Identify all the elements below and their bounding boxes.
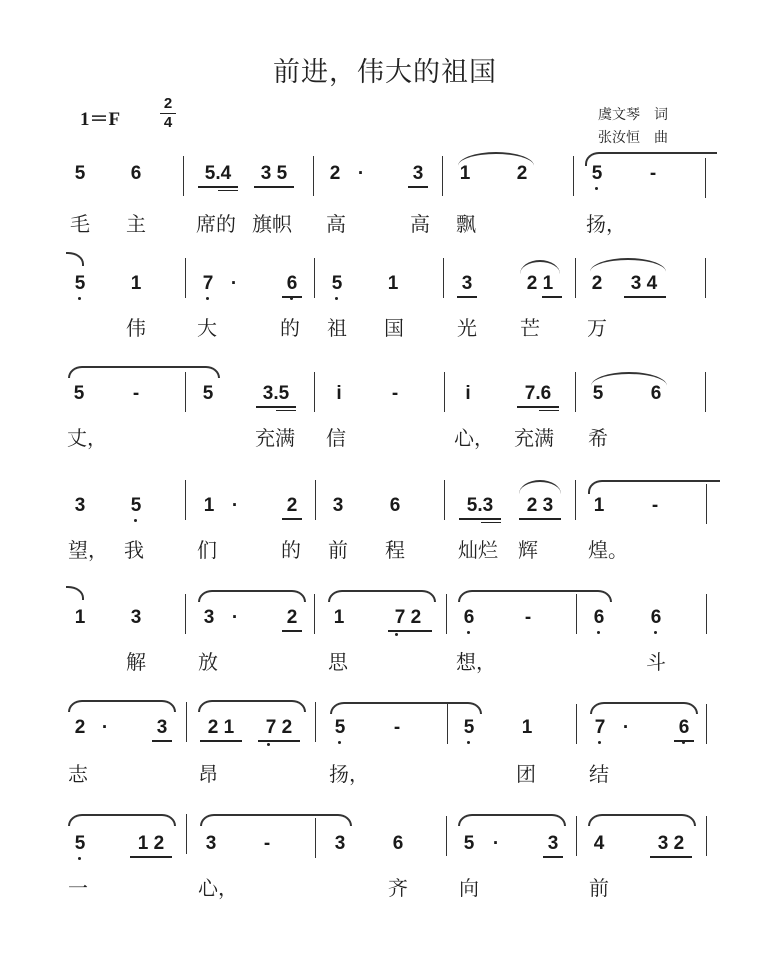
note: -: [649, 163, 657, 184]
lyric: 伟: [126, 316, 146, 340]
note: 7.6: [524, 383, 552, 404]
note: 3 2: [657, 833, 685, 854]
note: 6: [647, 608, 665, 628]
note: -: [393, 717, 401, 738]
tie: [200, 814, 352, 826]
lyric: 祖: [327, 316, 347, 340]
barline: [444, 480, 445, 520]
note: 5: [588, 164, 606, 184]
lyric: 丈，: [67, 426, 107, 450]
lyric: 高: [326, 212, 346, 236]
note: 7 2: [265, 717, 293, 738]
lyric: 毛: [70, 212, 90, 236]
lyric: 国: [384, 316, 404, 340]
underline: [256, 406, 296, 408]
barline: [314, 594, 315, 634]
underline: [674, 740, 694, 742]
note: i: [465, 383, 471, 404]
underline: [130, 856, 172, 858]
note: 5: [71, 274, 89, 294]
note: 5: [71, 834, 89, 854]
note: 3 5: [260, 163, 288, 184]
note: 1: [333, 607, 345, 628]
barline: [447, 704, 448, 744]
score-row-7: [0, 800, 770, 910]
lyric: 们: [197, 538, 217, 562]
barline: [442, 156, 443, 196]
underline: [388, 630, 432, 632]
note: 6: [460, 608, 478, 628]
underline: [459, 518, 501, 520]
note: 5: [127, 496, 145, 516]
lyric: 向: [459, 876, 479, 900]
note: ·: [231, 607, 239, 628]
note: 6: [650, 383, 662, 404]
note: 5: [463, 833, 475, 854]
underline: [258, 740, 300, 742]
slur: [519, 480, 561, 494]
lyric: 大: [197, 316, 217, 340]
slur: [328, 590, 436, 602]
underline: [198, 186, 238, 188]
note: 3: [203, 607, 215, 628]
lyric: 充满: [255, 426, 295, 450]
note: 6: [283, 274, 301, 294]
barline: [185, 372, 186, 412]
note: 1: [130, 273, 142, 294]
lyric: 放: [198, 650, 218, 674]
underline: [481, 522, 501, 523]
underline: [624, 296, 666, 298]
underline: [282, 630, 302, 632]
note: 2 1: [207, 717, 235, 738]
underline: [517, 406, 559, 408]
lyric: 万: [587, 316, 607, 340]
underline: [408, 186, 428, 188]
barline: [315, 480, 316, 520]
lyric: 思: [328, 650, 348, 674]
score-row-6: [0, 690, 770, 800]
note: 2: [516, 163, 528, 184]
underline: [276, 410, 296, 411]
note: -: [524, 607, 532, 628]
lyric: 席的: [196, 212, 236, 236]
barline: [313, 156, 314, 196]
tie: [330, 702, 482, 714]
key-signature: 1＝F: [80, 109, 121, 130]
barline: [706, 594, 707, 634]
underline: [218, 190, 238, 191]
lyric: 团: [516, 762, 536, 786]
note: 6: [389, 495, 401, 516]
lyric: 芒: [520, 316, 540, 340]
slur: [588, 814, 696, 826]
score-row-3: [0, 360, 770, 470]
note: 1: [387, 273, 399, 294]
lyricist-credit: [598, 104, 668, 124]
note: 6: [130, 163, 142, 184]
lyric: 程: [385, 538, 405, 562]
barline: [706, 704, 707, 744]
barline: [446, 594, 447, 634]
note: 5: [460, 718, 478, 738]
note: 3 4: [630, 273, 658, 294]
barline: [706, 816, 707, 856]
barline: [444, 372, 445, 412]
underline: [282, 518, 302, 520]
note: ·: [230, 273, 238, 294]
barline: [576, 594, 577, 634]
slur: [458, 814, 566, 826]
underline: [254, 186, 294, 188]
lyric: 解: [126, 650, 146, 674]
note: 5: [328, 274, 346, 294]
note: 2: [329, 163, 341, 184]
lyric: 心，: [454, 426, 494, 450]
note: 1 2: [137, 833, 165, 854]
underline: [282, 296, 302, 298]
note: 2 3: [526, 495, 554, 516]
note: 3: [156, 717, 168, 738]
barline: [575, 258, 576, 298]
note: 3.5: [262, 383, 290, 404]
lyricist-name: 虞文琴: [598, 107, 640, 123]
slur: [198, 590, 306, 602]
lyric: 的: [281, 538, 301, 562]
note: -: [263, 833, 271, 854]
note: ·: [622, 717, 630, 738]
note: 3: [74, 495, 86, 516]
note: 1: [593, 495, 605, 516]
slur: [198, 700, 306, 712]
note: 3: [332, 495, 344, 516]
lyric: 想，: [456, 650, 496, 674]
underline: [519, 518, 561, 520]
note: 2: [591, 273, 603, 294]
barline: [575, 372, 576, 412]
note: 6: [590, 608, 608, 628]
score-row-1: [0, 150, 770, 260]
lyric: 扬，: [329, 762, 369, 786]
note: 1: [459, 163, 471, 184]
note: ·: [101, 717, 109, 738]
note: 5: [73, 383, 85, 404]
note: 1: [74, 607, 86, 628]
lyric: 高: [410, 212, 430, 236]
barline: [446, 816, 447, 856]
note: ·: [492, 833, 500, 854]
note: 3: [412, 163, 424, 184]
lyric: 心，: [198, 876, 238, 900]
note: ·: [231, 495, 239, 516]
lyric: 志: [68, 762, 88, 786]
barline: [315, 818, 316, 858]
barline: [705, 258, 706, 298]
lyric: 望，: [68, 538, 108, 562]
note: 5: [592, 383, 604, 404]
barline: [705, 372, 706, 412]
barline: [186, 702, 187, 742]
note: 7 2: [394, 607, 422, 628]
time-signature-bottom: 4: [163, 114, 173, 131]
note: -: [132, 383, 140, 404]
note: 7: [591, 718, 609, 738]
tie-end: [66, 252, 84, 266]
lyric: 主: [126, 212, 146, 236]
tie: [458, 590, 612, 602]
barline: [186, 814, 187, 854]
barline: [443, 258, 444, 298]
barline: [315, 702, 316, 742]
barline: [185, 480, 186, 520]
lyric: 信: [326, 426, 346, 450]
barline: [575, 480, 576, 520]
composer-name: 张汝恒: [598, 130, 640, 146]
note: 2: [286, 607, 298, 628]
barline: [183, 156, 184, 196]
lyric: 前: [328, 538, 348, 562]
lyric: 前: [589, 876, 609, 900]
note: 3: [461, 273, 473, 294]
slur: [68, 700, 176, 712]
score-row-2: [0, 250, 770, 360]
lyric: 斗: [646, 650, 666, 674]
barline: [576, 816, 577, 856]
lyric: 煌。: [588, 538, 628, 562]
underline: [200, 740, 242, 742]
lyric: 光: [457, 316, 477, 340]
note: 3: [130, 607, 142, 628]
note: 3: [205, 833, 217, 854]
score-row-4: [0, 470, 770, 580]
lyric: 结: [589, 762, 609, 786]
note: 5: [331, 718, 349, 738]
note: 2 1: [526, 273, 554, 294]
barline: [185, 594, 186, 634]
underline: [542, 296, 562, 298]
tie-start: [588, 480, 720, 494]
tie-end: [66, 586, 84, 600]
note: 5.3: [466, 495, 494, 516]
note: 5: [74, 163, 86, 184]
barline: [185, 258, 186, 298]
note: -: [651, 495, 659, 516]
score-row-5: [0, 580, 770, 690]
lyricist-role: 词: [654, 107, 668, 123]
note: -: [391, 383, 399, 404]
slur: [590, 702, 698, 714]
barline: [573, 156, 574, 196]
note: 6: [392, 833, 404, 854]
slur: [68, 814, 176, 826]
lyric: 充满: [514, 426, 554, 450]
lyric: 齐: [388, 876, 408, 900]
lyric: 扬，: [586, 212, 626, 236]
barline: [706, 484, 707, 524]
underline: [152, 740, 172, 742]
note: 7: [199, 274, 217, 294]
lyric: 希: [588, 426, 608, 450]
note: ·: [357, 163, 365, 184]
lyric: 一: [68, 876, 88, 900]
note: 5: [202, 383, 214, 404]
song-title: 前进，伟大的祖国: [273, 57, 497, 88]
composer-credit: [598, 127, 668, 147]
underline: [543, 856, 563, 858]
note: 1: [521, 717, 533, 738]
time-signature: [160, 96, 176, 131]
note: 6: [675, 718, 693, 738]
lyric: 飘: [456, 212, 476, 236]
lyric: 我: [124, 538, 144, 562]
lyric: 的: [280, 316, 300, 340]
barline: [314, 258, 315, 298]
note: 2: [74, 717, 86, 738]
note: 5.4: [204, 163, 232, 184]
composer-role: 曲: [654, 130, 668, 146]
slur: [590, 258, 666, 272]
lower-octave-dot: [395, 633, 398, 636]
underline: [457, 296, 477, 298]
underline: [650, 856, 692, 858]
note: 4: [593, 833, 605, 854]
barline: [705, 158, 706, 198]
lyric: 旗帜: [252, 212, 292, 236]
barline: [576, 704, 577, 744]
note: 3: [547, 833, 559, 854]
lower-octave-dot: [267, 743, 270, 746]
note: 3: [334, 833, 346, 854]
slur: [520, 260, 560, 274]
lyric: 灿烂: [458, 538, 498, 562]
note: i: [336, 383, 342, 404]
note: 2: [286, 495, 298, 516]
tie: [68, 366, 220, 378]
note: 1: [203, 495, 215, 516]
lyric: 辉: [518, 538, 538, 562]
lyric: 昂: [198, 762, 218, 786]
time-signature-top: 2: [163, 95, 173, 112]
barline: [314, 372, 315, 412]
underline: [539, 410, 559, 411]
